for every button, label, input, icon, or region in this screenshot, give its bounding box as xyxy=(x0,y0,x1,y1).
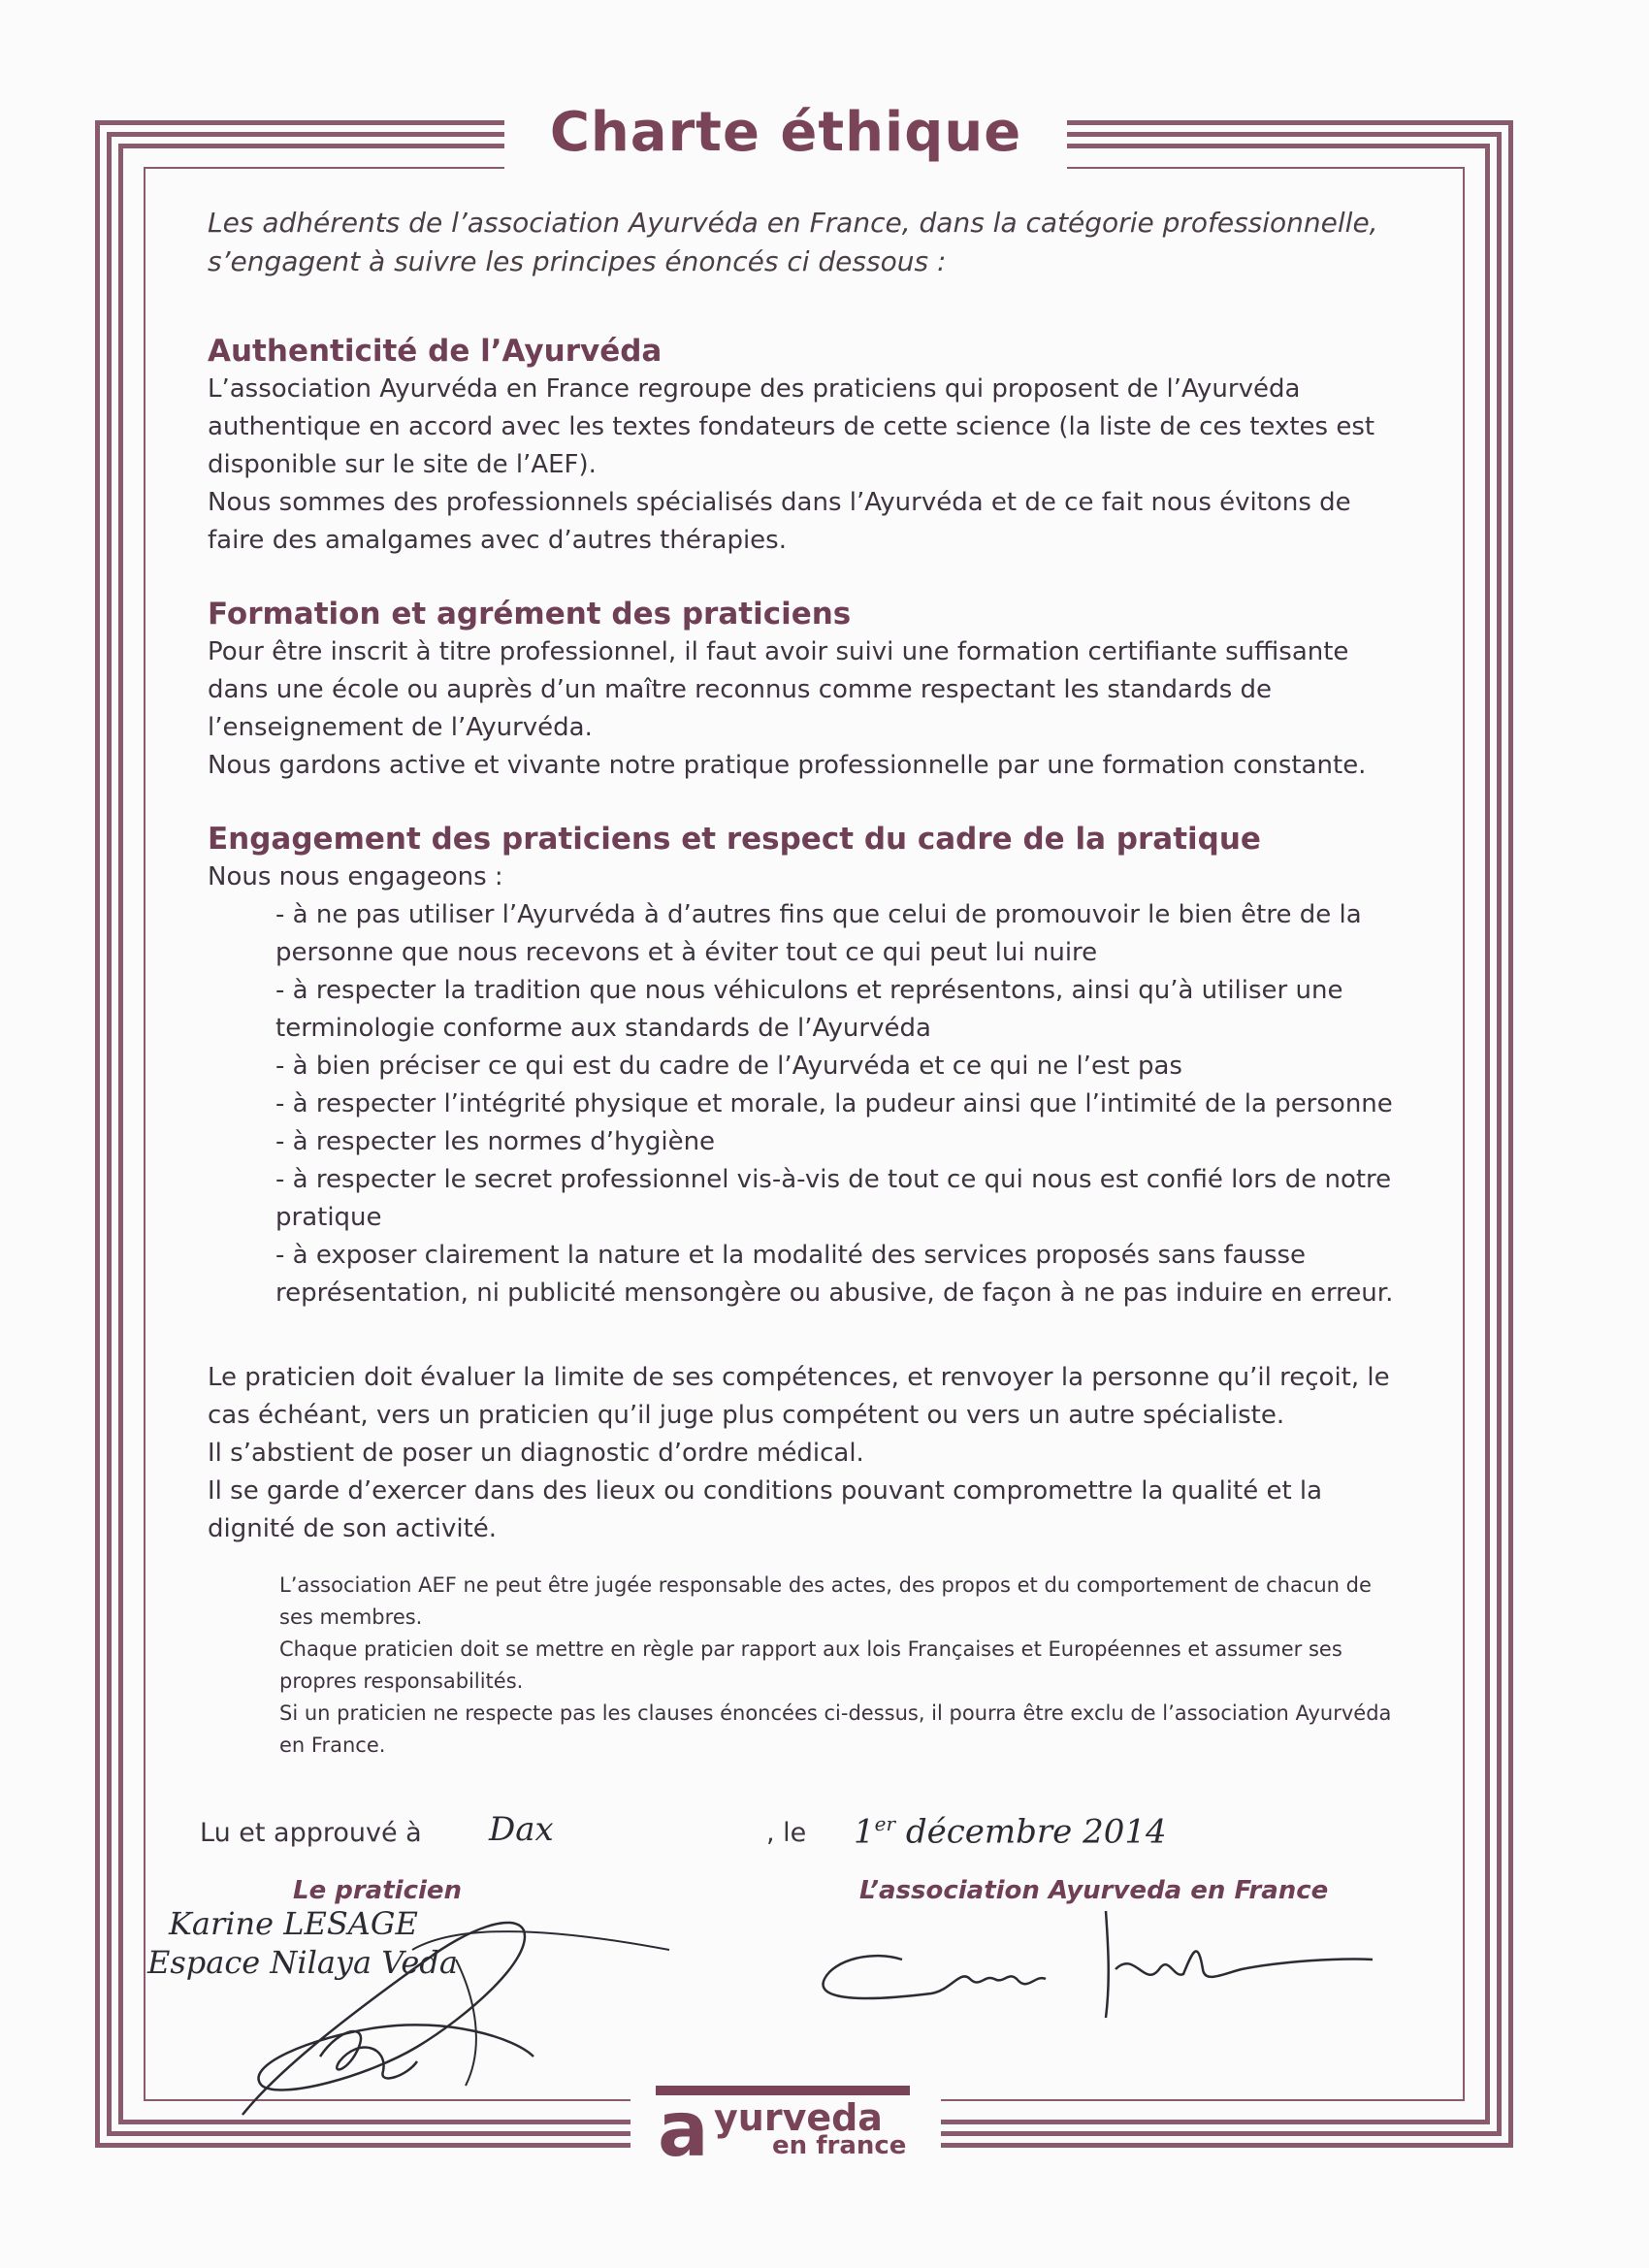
logo-word: yurveda xyxy=(714,2096,883,2139)
intro-text: Les adhérents de l’association Ayurvéda en France, dans la catégorie professionnelle, s’engagent à suivre les principes énoncés ci dessous : xyxy=(208,207,1378,277)
association-label: L’association Ayurveda en France xyxy=(859,1876,1329,1905)
section-lead: Nous nous engageons : xyxy=(208,862,503,891)
list-item: - à respecter l’intégrité physique et morale, la pudeur ainsi que l’intimité de la personne xyxy=(275,1089,1393,1118)
section-paragraph: L’association Ayurvéda en France regroupe des praticiens qui proposent de l’Ayurvéda authentique en accord avec les textes fondateurs de cette science (la liste de ces textes est disponible sur le site de l’AEF). xyxy=(208,374,1375,479)
disclaimer-line: L’association AEF ne peut être jugée responsable des actes, des propos et du comportement de chacun de ses membres. xyxy=(279,1573,1372,1629)
section-commitment xyxy=(208,820,1410,1312)
section-heading: Authenticité de l’Ayurvéda xyxy=(208,334,663,369)
association-signature xyxy=(815,1901,1377,2027)
practitioner-signature xyxy=(223,1892,689,2144)
handwritten-practitioner-name: Karine LESAGE xyxy=(169,1905,418,1942)
list-item: - à respecter la tradition que nous véhiculons et représentons, ainsi qu’à utiliser une terminologie conforme aux standards de l’Ayurvéda xyxy=(275,976,1343,1043)
list-item: - à respecter les normes d’hygiène xyxy=(275,1127,716,1156)
section-authenticity xyxy=(208,332,1410,560)
logo-letter: a xyxy=(658,2087,709,2159)
closing-paragraph: Il se garde d’exercer dans des lieux ou conditions pouvant compromettre la qualité et la dignité de son activité. xyxy=(208,1476,1323,1543)
list-item: - à bien préciser ce qui est du cadre de l’Ayurvéda et ce qui ne l’est pas xyxy=(275,1052,1182,1081)
logo-graphic xyxy=(656,2082,918,2159)
commitment-list xyxy=(208,896,1410,1312)
handwritten-practitioner-business: Espace Nilaya Veda xyxy=(147,1944,458,1981)
section-heading: Formation et agrément des praticiens xyxy=(208,597,852,632)
charter-content xyxy=(208,204,1410,1762)
date-sup: er xyxy=(874,1812,896,1835)
approved-label: Lu et approuvé à xyxy=(200,1818,422,1848)
practitioner-label: Le praticien xyxy=(293,1876,463,1905)
section-paragraph: Pour être inscrit à titre professionnel, il faut avoir suivi une formation certifiante suffisante dans une école ou auprès d’un maître reconnus comme respectant les standards de l’enseignement de l’Ayurvéda. xyxy=(208,637,1349,742)
disclaimer-block xyxy=(279,1570,1410,1762)
disclaimer-line: Si un praticien ne respecte pas les clauses énoncées ci-dessus, il pourra être exclu de l’association Ayurvéda en France. xyxy=(279,1701,1392,1757)
section-heading: Engagement des praticiens et respect du cadre de la pratique xyxy=(208,822,1261,857)
closing-paragraph: Le praticien doit évaluer la limite de ses compétences, et renvoyer la personne qu’il reçoit, le cas échéant, vers un praticien qu’il juge plus compétent ou vers un autre spécialiste. xyxy=(208,1363,1390,1430)
handwritten-place: Dax xyxy=(489,1810,554,1849)
section-paragraph: Nous sommes des professionnels spécialisés dans l’Ayurvéda et de ce fait nous évitons de faire des amalgames avec d’autres thérapies. xyxy=(208,488,1351,555)
section-paragraph: Nous gardons active et vivante notre pratique professionnelle par une formation constante. xyxy=(208,751,1367,780)
closing-paragraph: Il s’abstient de poser un diagnostic d’ordre médical. xyxy=(208,1439,864,1468)
section-training xyxy=(208,595,1410,785)
date-label: , le xyxy=(766,1818,807,1848)
list-item: - à ne pas utiliser l’Ayurvéda à d’autres fins que celui de promouvoir le bien être de la personne que nous recevons et à éviter tout ce qui peut lui nuire xyxy=(275,900,1362,967)
page-title: Charte éthique xyxy=(549,101,1022,164)
logo-sub: en france xyxy=(772,2131,907,2159)
closing-paragraphs xyxy=(208,1359,1410,1548)
date-day: 1 xyxy=(854,1812,875,1852)
disclaimer-line: Chaque praticien doit se mettre en règle par rapport aux lois Françaises et Européennes et assumer ses propres responsabilités. xyxy=(279,1637,1342,1693)
date-rest: décembre 2014 xyxy=(905,1812,1167,1852)
ayurveda-en-france-logo xyxy=(656,2082,918,2163)
list-item: - à exposer clairement la nature et la modalité des services proposés sans fausse représentation, ni publicité mensongère ou abusive, de façon à ne pas induire en erreur. xyxy=(275,1241,1394,1308)
list-item: - à respecter le secret professionnel vis-à-vis de tout ce qui nous est confié lors de notre pratique xyxy=(275,1165,1392,1232)
handwritten-date xyxy=(854,1812,1167,1851)
